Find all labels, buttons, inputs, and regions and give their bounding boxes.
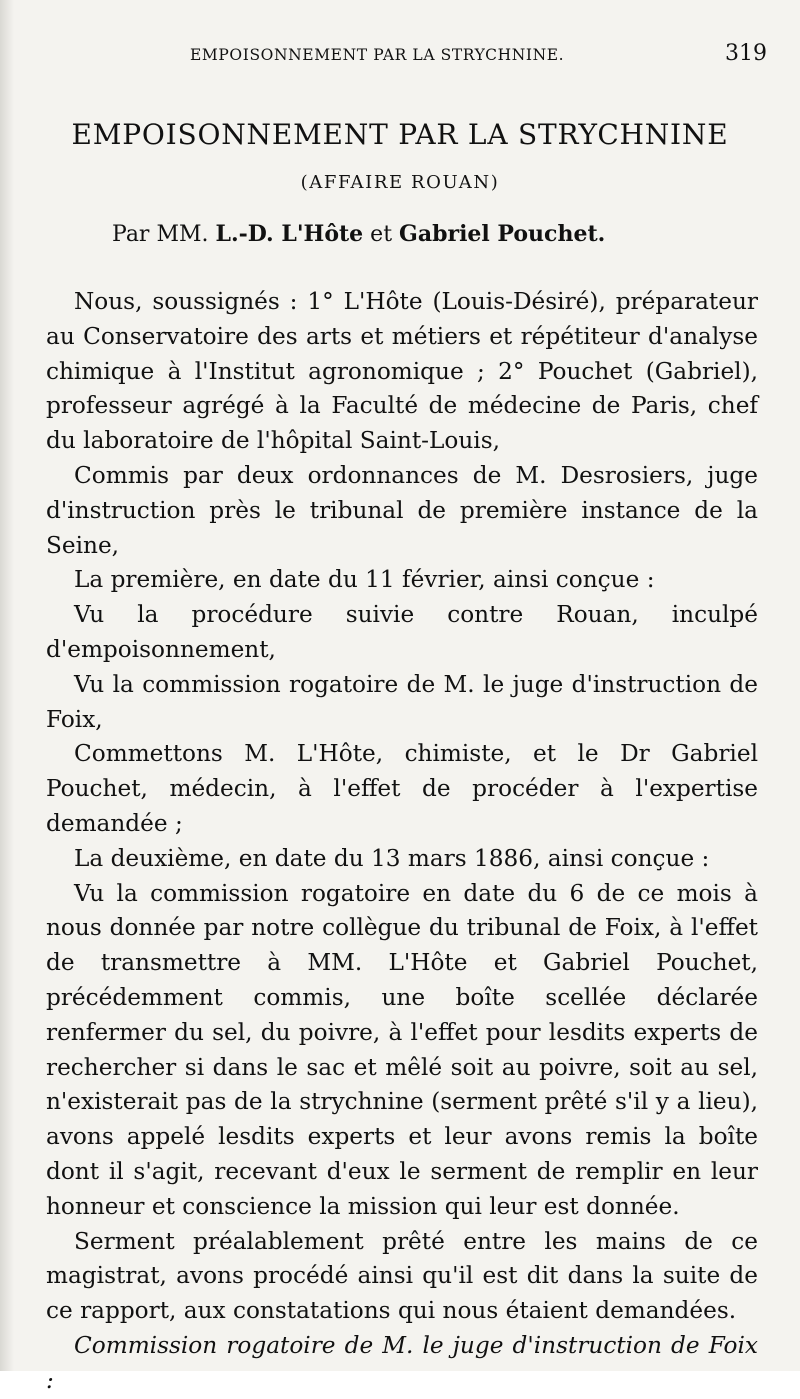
article-subtitle: (AFFAIRE ROUAN) [300,172,500,193]
author-pouchet: Gabriel Pouchet. [399,221,606,247]
paragraph: Serment préalablement prêté entre les mains de ce magistrat, avons procédé ainsi qu'il est dit dans la suite de ce rapport, aux constatations qui nous étaient demandées. [46,1227,758,1325]
paragraph: Commis par deux ordonnances de M. Desrosiers, juge d'instruction près le tribunal de première instance de la Seine, [46,461,758,559]
body-text [46,285,758,1399]
paragraph: Vu la commission rogatoire de M. le juge d'instruction de Foix, [46,670,758,733]
closing-line: Commission rogatoire de M. le juge d'instruction de Foix : [46,1331,758,1394]
authors-line [112,221,605,247]
page-number: 319 [725,41,767,66]
author-lhote: L.-D. L'Hôte [215,221,364,247]
authors-connector: et [363,222,400,247]
page-edge-shadow [0,0,14,1371]
paragraph: Vu la commission rogatoire en date du 6 de ce mois à nous donnée par notre collègue du tribunal de Foix, à l'effet de transmettre à MM. L'Hôte et Gabriel Pouchet, précédemment commis, une boîte scellée déclarée renfermer du sel, du poivre, à l'effet pour lesdits experts de rechercher si dans le sac et mêlé soit au poivre, soit au sel, n'existerait pas de la strychnine (serment prêté s'il y a lieu), avons appelé lesdits experts et leur avons remis la boîte dont il s'agit, recevant d'eux le serment de remplir en leur honneur et conscience la mission qui leur est donnée. [46,879,758,1220]
paragraph: Nous, soussignés : 1° L'Hôte (Louis-Désiré), préparateur au Conservatoire des arts et métiers et répétiteur d'analyse chimique à l'Institut agronomique ; 2° Pouchet (Gabriel), professeur agrégé à la Faculté de médecine de Paris, chef du laboratoire de l'hôpital Saint-Louis, [46,288,758,455]
paragraph: La première, en date du 11 février, ainsi conçue : [74,566,655,594]
authors-prefix: Par MM. [112,222,216,247]
running-title: EMPOISONNEMENT PAR LA STRYCHNINE. [190,46,565,64]
paragraph: Vu la procédure suivie contre Rouan, inculpé d'empoisonnement, [46,601,758,663]
paragraph: Commettons M. L'Hôte, chimiste, et le Dr Gabriel Pouchet, médecin, à l'effet de procéder à l'expertise demandée ; [46,740,758,837]
paragraph: La deuxième, en date du 13 mars 1886, ainsi conçue : [74,844,710,872]
page-header [0,40,800,74]
article-title: EMPOISONNEMENT PAR LA STRYCHNINE [71,118,729,151]
